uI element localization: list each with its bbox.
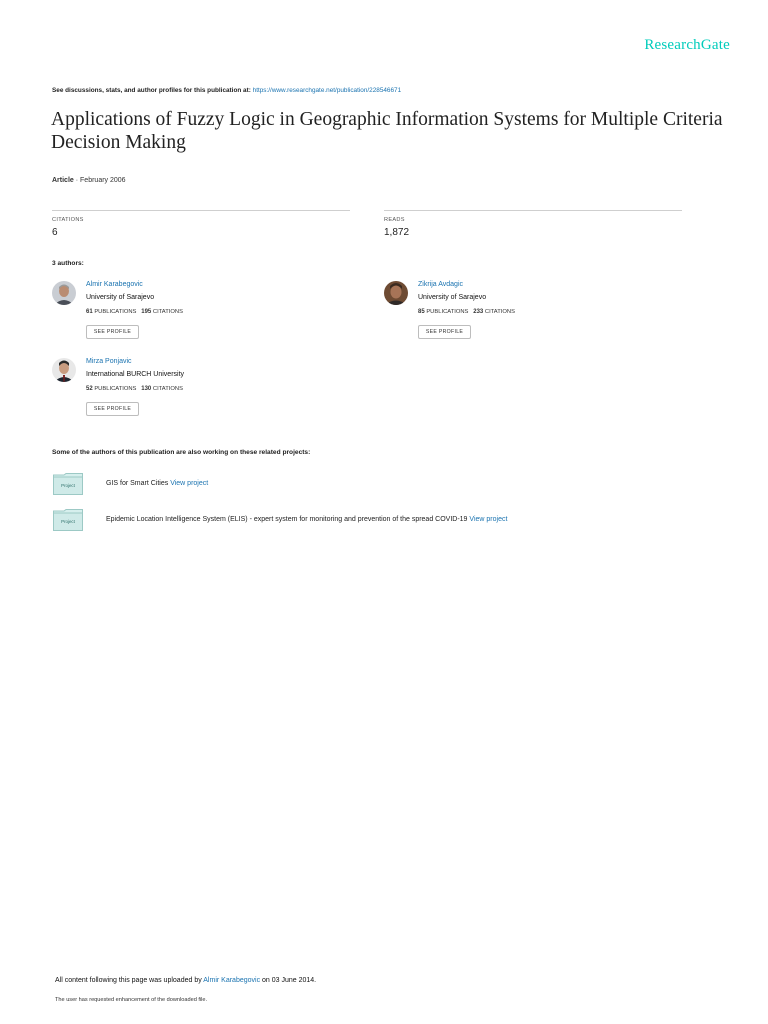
researchgate-logo[interactable]: ResearchGate	[644, 37, 730, 53]
project-title: Epidemic Location Intelligence System (ELIS) - expert system for monitoring and prevention of the spread COVID-19	[106, 516, 470, 523]
author-stats	[418, 309, 515, 315]
see-profile-button[interactable]: SEE PROFILE	[86, 325, 139, 339]
citations-label: CITATIONS	[152, 386, 183, 392]
reads-label: READS	[384, 217, 405, 223]
citations-value: 6	[52, 227, 58, 238]
view-project-link[interactable]: View project	[469, 516, 508, 523]
project-item	[106, 480, 208, 487]
citations-divider	[52, 210, 350, 211]
author-institution: University of Sarajevo	[418, 294, 487, 301]
related-projects-heading: Some of the authors of this publication are also working on these related projects:	[52, 449, 311, 456]
download-note: The user has requested enhancement of the downloaded file.	[55, 997, 208, 1003]
author-publications-count: 52	[86, 386, 93, 392]
project-folder-icon	[53, 473, 83, 495]
author-publications-count: 85	[418, 309, 425, 315]
avatar[interactable]	[52, 358, 76, 382]
publication-link-line	[52, 87, 401, 94]
author-institution: International BURCH University	[86, 371, 185, 378]
citations-label: CITATIONS	[484, 309, 515, 315]
citations-label: CITATIONS	[52, 217, 84, 223]
author-name-link[interactable]: Mirza Ponjavic	[86, 358, 132, 365]
author-stats	[86, 309, 183, 315]
paper-type: Article	[52, 177, 74, 184]
reads-divider	[384, 210, 682, 211]
see-profile-button[interactable]: SEE PROFILE	[418, 325, 471, 339]
author-photo-icon	[52, 281, 76, 305]
meta-separator: ·	[73, 177, 81, 184]
see-discussions-text: See discussions, stats, and author profiles for this publication at:	[52, 87, 253, 94]
author-publications-count: 61	[86, 309, 93, 315]
view-project-link[interactable]: View project	[170, 480, 209, 487]
project-icon-label: Project	[61, 483, 75, 488]
uploader-link[interactable]: Almir Karabegovic	[203, 977, 261, 984]
project-title: GIS for Smart Cities	[106, 480, 171, 487]
project-icon-label: Project	[61, 519, 75, 524]
publication-url-link[interactable]: https://www.researchgate.net/publication/228546671	[252, 87, 402, 94]
paper-date: February 2006	[80, 177, 126, 184]
upload-info	[55, 977, 316, 984]
project-folder-icon	[53, 509, 83, 531]
author-citations-count: 233	[473, 309, 484, 315]
author-citations-count: 130	[141, 386, 152, 392]
paper-title: Applications of Fuzzy Logic in Geographic Information Systems for Multiple Criteria Decision Making	[51, 109, 723, 153]
citations-label: CITATIONS	[152, 309, 183, 315]
upload-suffix: on 03 June 2014.	[260, 977, 317, 984]
publications-label: PUBLICATIONS	[94, 309, 137, 315]
upload-prefix: All content following this page was uploaded by	[55, 977, 204, 984]
avatar[interactable]	[384, 281, 408, 305]
reads-value: 1,872	[384, 227, 410, 238]
avatar[interactable]	[52, 281, 76, 305]
author-citations-count: 195	[141, 309, 152, 315]
project-item	[106, 516, 507, 523]
author-photo-icon	[52, 358, 76, 382]
author-name-link[interactable]: Almir Karabegovic	[86, 281, 143, 288]
authors-heading: 3 authors:	[52, 260, 84, 267]
author-photo-icon	[384, 281, 408, 305]
author-institution: University of Sarajevo	[86, 294, 155, 301]
see-profile-button[interactable]: SEE PROFILE	[86, 402, 139, 416]
publications-label: PUBLICATIONS	[426, 309, 469, 315]
author-name-link[interactable]: Zikrija Avdagic	[418, 281, 464, 288]
author-stats	[86, 386, 183, 392]
paper-meta	[52, 177, 126, 184]
publications-label: PUBLICATIONS	[94, 386, 137, 392]
